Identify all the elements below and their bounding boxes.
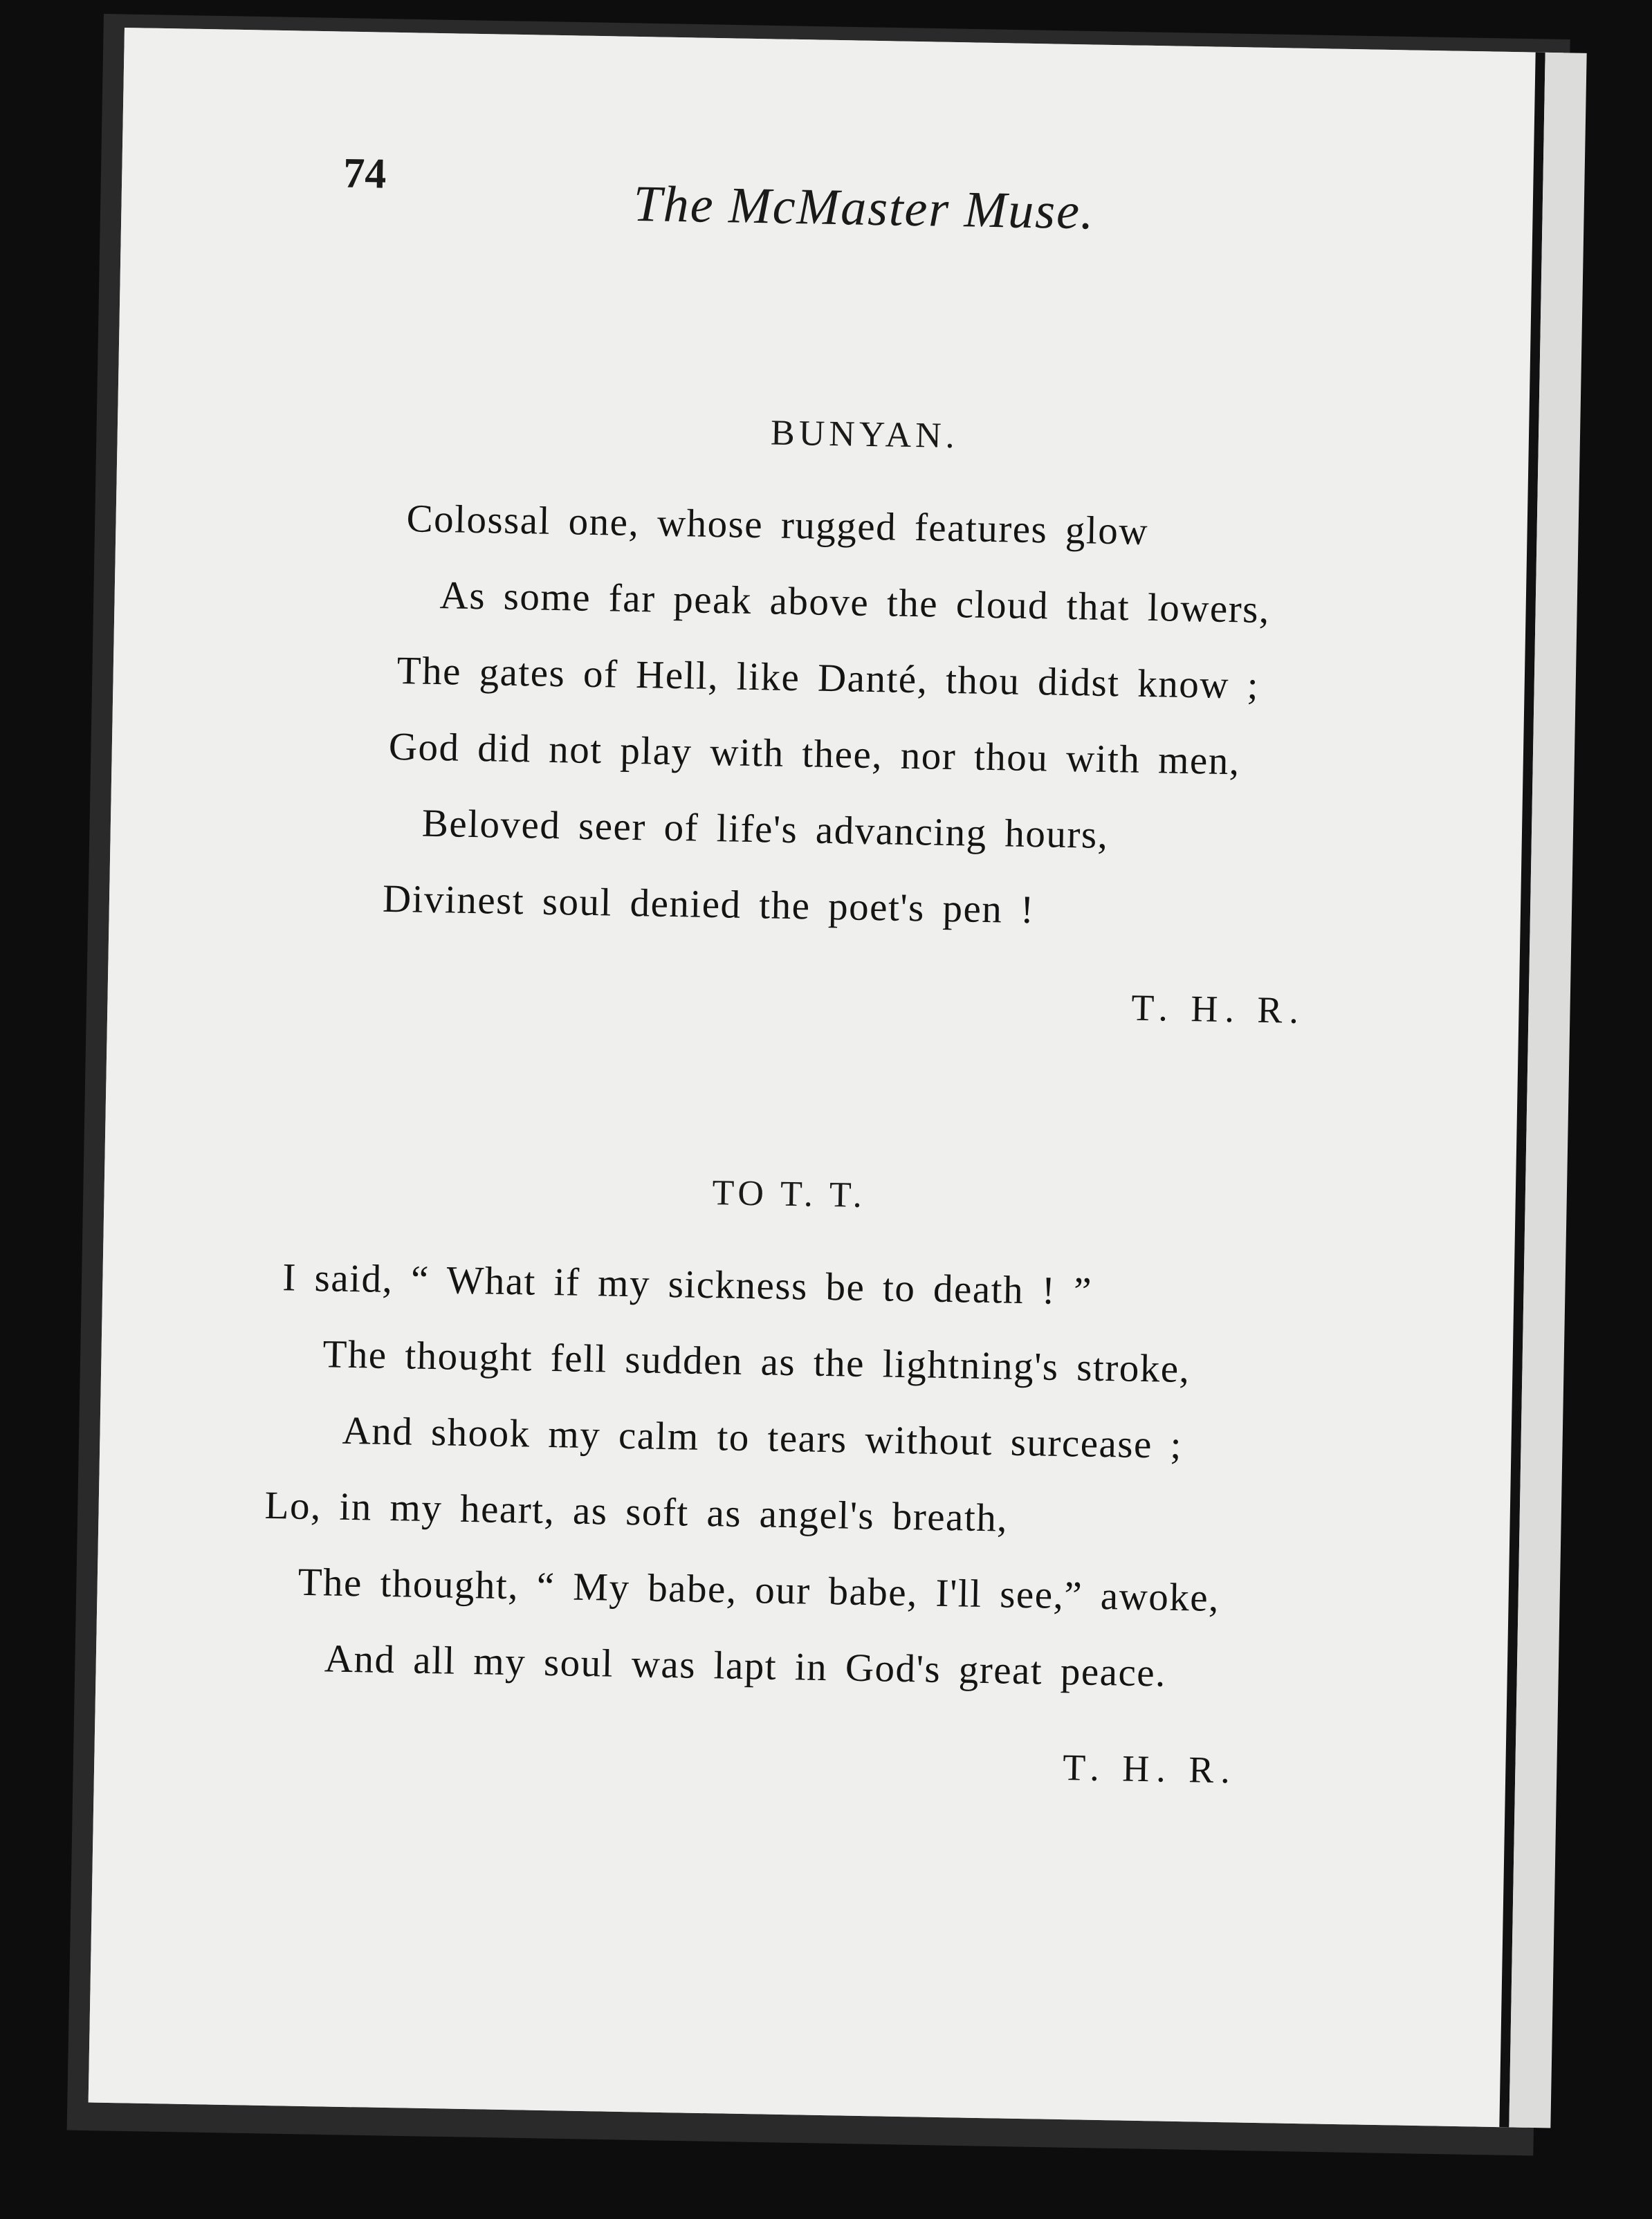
page-number: 74 (342, 149, 387, 198)
running-head: The McMaster Muse. (632, 175, 1096, 241)
signature: T. H. R. (1130, 986, 1306, 1032)
poem-title: BUNYAN. (770, 413, 960, 457)
poem-line: The thought, “ My babe, our babe, I'll see,” awoke, (297, 1560, 1220, 1620)
poem-line: The gates of Hell, like Danté, thou didst know ; (396, 649, 1260, 708)
poem-line: I said, “ What if my sickness be to death ! ” (282, 1255, 1093, 1314)
poem-line: Beloved seer of life's advancing hours, (421, 801, 1109, 857)
signature: T. H. R. (1062, 1747, 1238, 1792)
poem-line: Divinest soul denied the poet's pen ! (382, 876, 1036, 932)
poem-title: TO T. T. (712, 1173, 867, 1215)
poem-line: Lo, in my heart, as soft as angel's breath, (264, 1483, 1009, 1540)
poem-line: Colossal one, whose rugged features glow (406, 497, 1149, 553)
poem-line: And shook my calm to tears without surcease ; (342, 1408, 1183, 1467)
poem-line: God did not play with thee, nor thou with men, (388, 724, 1241, 784)
poem-line: The thought fell sudden as the lightning's stroke, (322, 1332, 1191, 1392)
poem-line: As some far peak above the cloud that lowers, (439, 573, 1271, 632)
book-page (89, 28, 1563, 2128)
poem-line: And all my soul was lapt in God's great peace. (324, 1637, 1167, 1695)
page-paper (89, 28, 1550, 2127)
